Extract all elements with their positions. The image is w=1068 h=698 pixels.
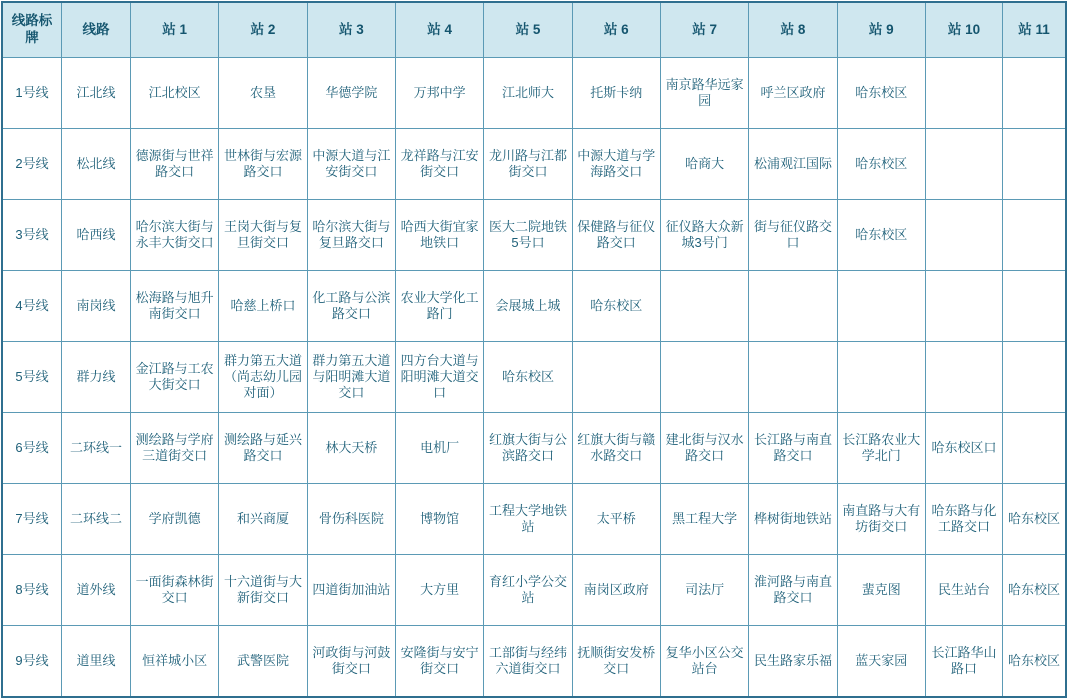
- stop-cell: [660, 342, 748, 413]
- stop-cell: [926, 342, 1003, 413]
- stop-cell: 黑工程大学: [660, 484, 748, 555]
- route-tag-cell: 1号线: [2, 58, 62, 129]
- table-row: [2, 271, 1066, 342]
- stop-cell: 哈东校区口: [926, 413, 1003, 484]
- table-body: [2, 58, 1066, 698]
- stop-cell: [1003, 413, 1067, 484]
- header-cell-tag: 线路标牌: [2, 2, 62, 58]
- header-cell-stop-9: 站 9: [837, 2, 925, 58]
- stop-cell: 南岗区政府: [572, 555, 660, 626]
- stop-cell: 四道街加油站: [307, 555, 395, 626]
- route-line-cell: 道外线: [62, 555, 131, 626]
- stop-cell: 江北校区: [131, 58, 219, 129]
- stop-cell: [660, 271, 748, 342]
- route-line-cell: 松北线: [62, 129, 131, 200]
- route-line-cell: 哈西线: [62, 200, 131, 271]
- stop-cell: 长江路与南直路交口: [749, 413, 837, 484]
- table-row: [2, 58, 1066, 129]
- stop-cell: 王岗大街与复旦街交口: [219, 200, 307, 271]
- stop-cell: 骨伤科医院: [307, 484, 395, 555]
- stop-cell: [1003, 200, 1067, 271]
- route-line-cell: 群力线: [62, 342, 131, 413]
- stop-cell: 红旗大街与公滨路交口: [484, 413, 572, 484]
- stop-cell: 中源大道与学海路交口: [572, 129, 660, 200]
- stop-cell: 哈尔滨大街与永丰大街交口: [131, 200, 219, 271]
- header-cell-stop-5: 站 5: [484, 2, 572, 58]
- stop-cell: 学府凯德: [131, 484, 219, 555]
- stop-cell: 和兴商厦: [219, 484, 307, 555]
- table-row: [2, 342, 1066, 413]
- stop-cell: 华德学院: [307, 58, 395, 129]
- stop-cell: 哈东校区: [837, 200, 925, 271]
- stop-cell: [926, 200, 1003, 271]
- stop-cell: 太平桥: [572, 484, 660, 555]
- stop-cell: 安隆街与安宁街交口: [395, 626, 483, 698]
- stop-cell: 农业大学化工路门: [395, 271, 483, 342]
- stop-cell: [1003, 58, 1067, 129]
- route-line-cell: 道里线: [62, 626, 131, 698]
- stop-cell: 会展城上城: [484, 271, 572, 342]
- stop-cell: 博物馆: [395, 484, 483, 555]
- stop-cell: 工部街与经纬六道街交口: [484, 626, 572, 698]
- stop-cell: 化工路与公滨路交口: [307, 271, 395, 342]
- stop-cell: 电机厂: [395, 413, 483, 484]
- stop-cell: 征仪路大众新城3号门: [660, 200, 748, 271]
- header-cell-line: 线路: [62, 2, 131, 58]
- stop-cell: 长江路农业大学北门: [837, 413, 925, 484]
- stop-cell: 德源街与世祥路交口: [131, 129, 219, 200]
- bus-route-table: [1, 1, 1067, 698]
- stop-cell: 哈东校区: [484, 342, 572, 413]
- table-row: [2, 626, 1066, 698]
- stop-cell: 保健路与征仪路交口: [572, 200, 660, 271]
- stop-cell: 建北街与汉水路交口: [660, 413, 748, 484]
- header-cell-stop-10: 站 10: [926, 2, 1003, 58]
- stop-cell: 哈商大: [660, 129, 748, 200]
- stop-cell: 河政街与河鼓街交口: [307, 626, 395, 698]
- route-tag-cell: 8号线: [2, 555, 62, 626]
- stop-cell: 松海路与旭升南街交口: [131, 271, 219, 342]
- stop-cell: 测绘路与延兴路交口: [219, 413, 307, 484]
- stop-cell: 蜚克图: [837, 555, 925, 626]
- route-tag-cell: 5号线: [2, 342, 62, 413]
- stop-cell: 民生站台: [926, 555, 1003, 626]
- stop-cell: 桦树街地铁站: [749, 484, 837, 555]
- stop-cell: 十六道街与大新街交口: [219, 555, 307, 626]
- stop-cell: 南直路与大有坊街交口: [837, 484, 925, 555]
- stop-cell: [926, 58, 1003, 129]
- stop-cell: 群力第五大道（尚志幼儿园对面）: [219, 342, 307, 413]
- header-cell-stop-8: 站 8: [749, 2, 837, 58]
- stop-cell: 哈东校区: [1003, 555, 1067, 626]
- route-tag-cell: 7号线: [2, 484, 62, 555]
- stop-cell: 金江路与工农大街交口: [131, 342, 219, 413]
- stop-cell: 抚顺街安发桥交口: [572, 626, 660, 698]
- stop-cell: 林大天桥: [307, 413, 395, 484]
- header-row: [2, 2, 1066, 58]
- stop-cell: 中源大道与江安街交口: [307, 129, 395, 200]
- stop-cell: 世林街与宏源路交口: [219, 129, 307, 200]
- stop-cell: [749, 271, 837, 342]
- stop-cell: [749, 342, 837, 413]
- stop-cell: 四方台大道与阳明滩大道交口: [395, 342, 483, 413]
- header-cell-stop-4: 站 4: [395, 2, 483, 58]
- stop-cell: 育红小学公交站: [484, 555, 572, 626]
- stop-cell: 江北师大: [484, 58, 572, 129]
- stop-cell: 哈东校区: [572, 271, 660, 342]
- stop-cell: [926, 129, 1003, 200]
- stop-cell: [1003, 271, 1067, 342]
- table-header: [2, 2, 1066, 58]
- stop-cell: 司法厅: [660, 555, 748, 626]
- stop-cell: 哈尔滨大街与复旦路交口: [307, 200, 395, 271]
- route-line-cell: 二环线一: [62, 413, 131, 484]
- stop-cell: 复华小区公交站台: [660, 626, 748, 698]
- stop-cell: 龙祥路与江安街交口: [395, 129, 483, 200]
- stop-cell: [1003, 342, 1067, 413]
- stop-cell: 哈东校区: [1003, 484, 1067, 555]
- route-tag-cell: 2号线: [2, 129, 62, 200]
- header-cell-stop-6: 站 6: [572, 2, 660, 58]
- stop-cell: 淮河路与南直路交口: [749, 555, 837, 626]
- route-tag-cell: 6号线: [2, 413, 62, 484]
- stop-cell: [837, 342, 925, 413]
- stop-cell: 哈西大街宜家地铁口: [395, 200, 483, 271]
- stop-cell: [837, 271, 925, 342]
- table-row: [2, 484, 1066, 555]
- table-row: [2, 200, 1066, 271]
- stop-cell: 大方里: [395, 555, 483, 626]
- stop-cell: 蓝天家园: [837, 626, 925, 698]
- header-cell-stop-1: 站 1: [131, 2, 219, 58]
- stop-cell: 万邦中学: [395, 58, 483, 129]
- stop-cell: 长江路华山路口: [926, 626, 1003, 698]
- header-cell-stop-2: 站 2: [219, 2, 307, 58]
- stop-cell: [926, 271, 1003, 342]
- stop-cell: 一面街森林街交口: [131, 555, 219, 626]
- stop-cell: 哈东路与化工路交口: [926, 484, 1003, 555]
- stop-cell: 龙川路与江都街交口: [484, 129, 572, 200]
- stop-cell: 武警医院: [219, 626, 307, 698]
- stop-cell: 恒祥城小区: [131, 626, 219, 698]
- stop-cell: 托斯卡纳: [572, 58, 660, 129]
- stop-cell: 工程大学地铁站: [484, 484, 572, 555]
- stop-cell: 群力第五大道与阳明滩大道交口: [307, 342, 395, 413]
- stop-cell: 农垦: [219, 58, 307, 129]
- table-row: [2, 413, 1066, 484]
- stop-cell: 哈东校区: [1003, 626, 1067, 698]
- route-line-cell: 江北线: [62, 58, 131, 129]
- table-row: [2, 129, 1066, 200]
- stop-cell: 南京路华远家园: [660, 58, 748, 129]
- stop-cell: 松浦观江国际: [749, 129, 837, 200]
- stop-cell: 呼兰区政府: [749, 58, 837, 129]
- header-cell-stop-11: 站 11: [1003, 2, 1067, 58]
- stop-cell: 医大二院地铁5号口: [484, 200, 572, 271]
- route-tag-cell: 9号线: [2, 626, 62, 698]
- stop-cell: [572, 342, 660, 413]
- table-row: [2, 555, 1066, 626]
- stop-cell: [1003, 129, 1067, 200]
- stop-cell: 测绘路与学府三道街交口: [131, 413, 219, 484]
- header-cell-stop-7: 站 7: [660, 2, 748, 58]
- header-cell-stop-3: 站 3: [307, 2, 395, 58]
- stop-cell: 哈慈上桥口: [219, 271, 307, 342]
- route-tag-cell: 3号线: [2, 200, 62, 271]
- route-tag-cell: 4号线: [2, 271, 62, 342]
- route-line-cell: 南岗线: [62, 271, 131, 342]
- stop-cell: 红旗大街与赣水路交口: [572, 413, 660, 484]
- stop-cell: 哈东校区: [837, 129, 925, 200]
- stop-cell: 街与征仪路交口: [749, 200, 837, 271]
- stop-cell: 哈东校区: [837, 58, 925, 129]
- route-line-cell: 二环线二: [62, 484, 131, 555]
- stop-cell: 民生路家乐福: [749, 626, 837, 698]
